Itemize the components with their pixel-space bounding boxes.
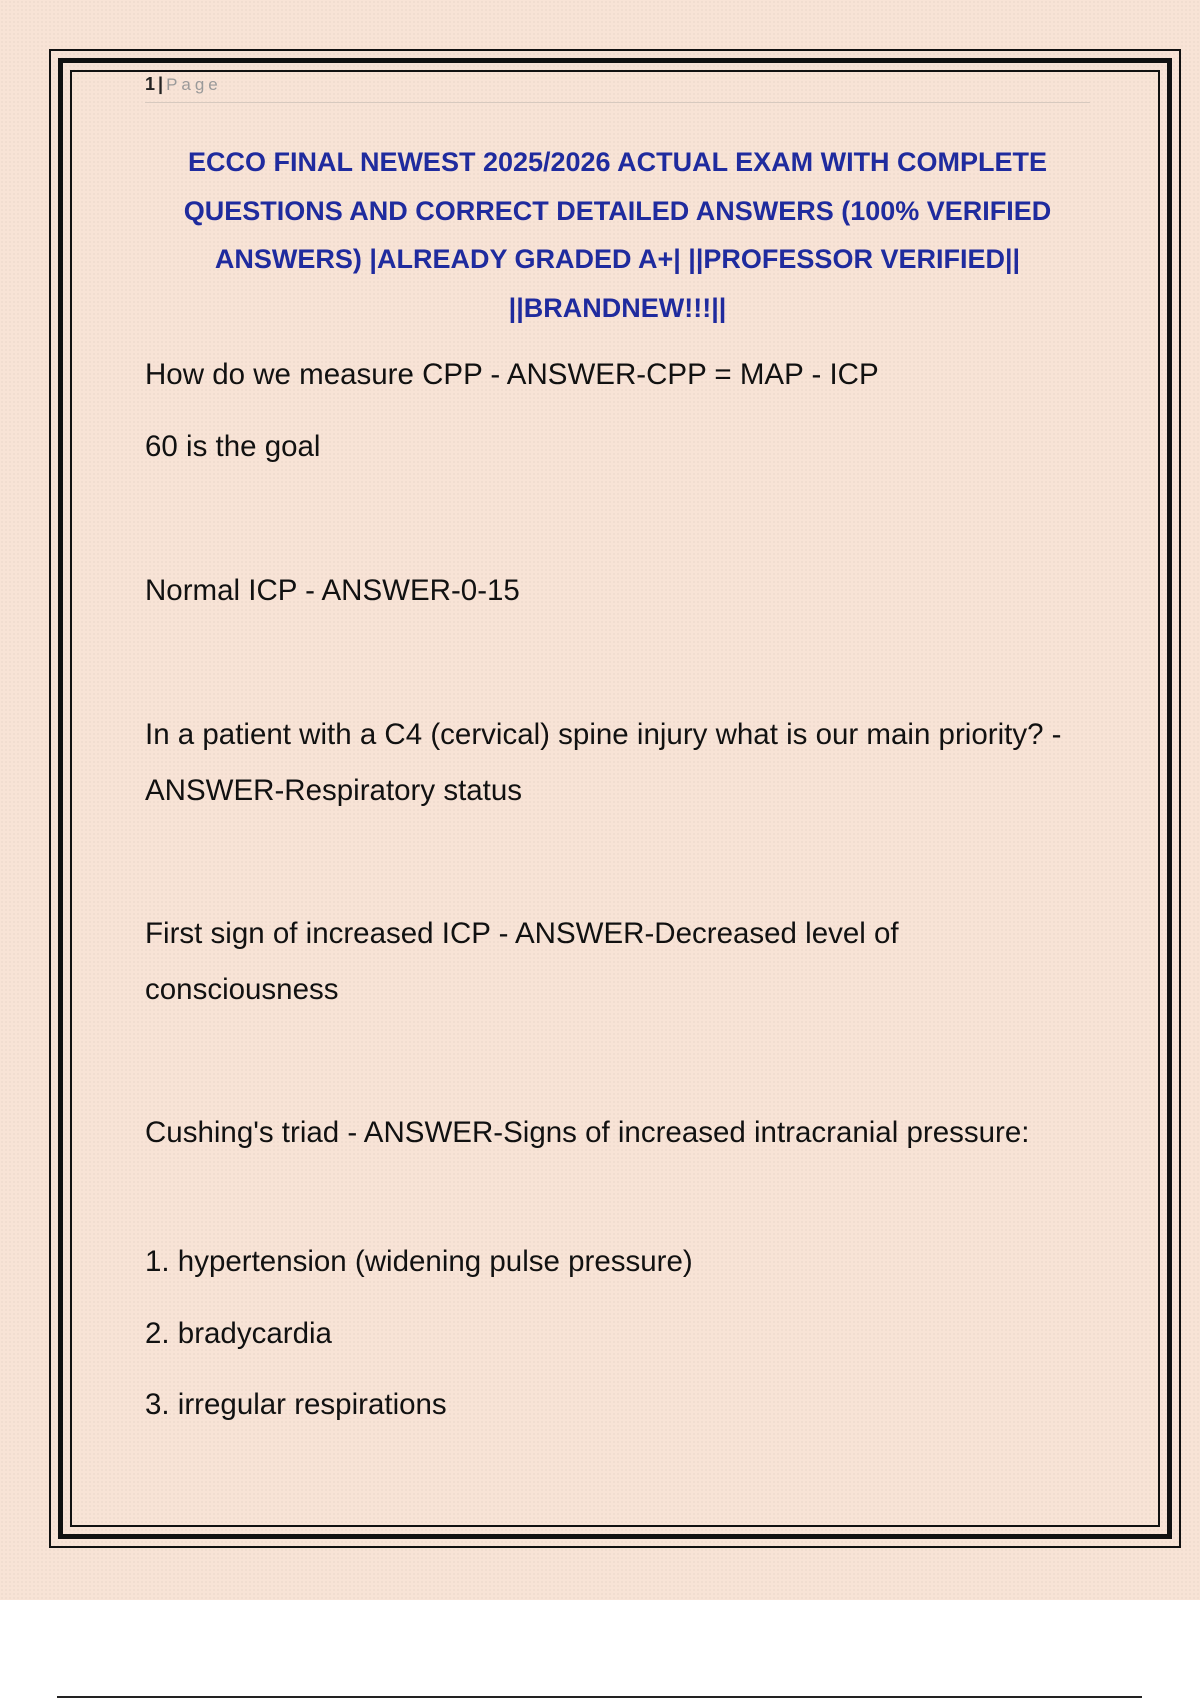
list-item-bradycardia: 2. bradycardia [145,1317,332,1350]
page-header-separator: | [158,74,164,94]
page-label: Page [166,75,222,94]
qa-line-first-sign-icp: First sign of increased ICP - ANSWER-Decreased level of consciousness [145,917,899,1006]
qa-line-cpp-goal: 60 is the goal [145,430,321,463]
page-number: 1 [145,74,156,94]
list-item-irregular-respirations: 3. irregular respirations [145,1388,447,1421]
qa-line-normal-icp: Normal ICP - ANSWER-0-15 [145,574,520,607]
next-page-divider [57,1696,1142,1698]
qa-line-c4-injury: In a patient with a C4 (cervical) spine injury what is our main priority? - ANSWER-Respiratory status [145,718,1062,807]
document-title: ECCO FINAL NEWEST 2025/2026 ACTUAL EXAM WITH COMPLETE QUESTIONS AND CORRECT DETAILED ANSWERS (100% VERIFIED ANSWERS) |ALREADY GRADED A+| ||PROFESSOR VERIFIED|| ||BRANDNEW!!!|| [183,147,1052,323]
page-header [145,74,1090,103]
list-item-hypertension: 1. hypertension (widening pulse pressure) [145,1245,693,1278]
qa-line-cushings-triad: Cushing's triad - ANSWER-Signs of increased intracranial pressure: [145,1116,1030,1149]
qa-line-cpp: How do we measure CPP - ANSWER-CPP = MAP - ICP [145,358,879,391]
